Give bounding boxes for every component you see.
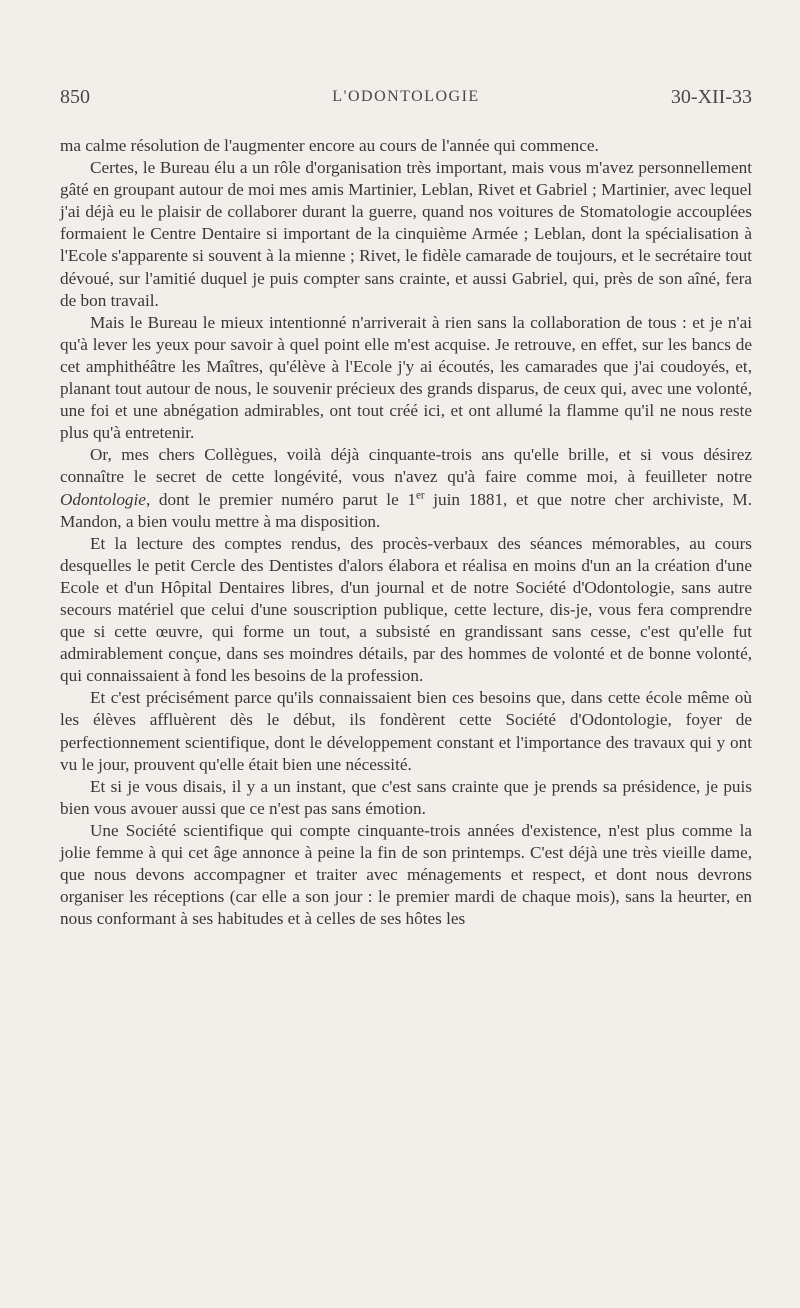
paragraph-text: , dont le premier numéro parut le 1 — [145, 489, 416, 509]
paragraph: Une Société scientifique qui compte cinquante-trois années d'existence, n'est plus comme la jolie femme à qui cet âge annonce à peine la fin de son printemps. C'est déjà une très vieille dame, que nous devons accompagner et traiter avec ménagements et respect, et dont nous devrons organiser les réceptions (car elle a son jour : le premier mardi de chaque mois), sans la heurter, en nous conformant à ses habitudes et à celles de ses hôtes les — [60, 820, 752, 929]
paragraph-text: Or, mes chers Collègues, voilà déjà cinquante-trois ans qu'elle brille, et si vous désirez connaître le secret de cette longévité, vous n'avez qu'à faire comme moi, à feuilleter notre — [60, 445, 752, 487]
issue-date: 30-XII-33 — [670, 86, 752, 108]
journal-name-italic: Odontologie — [60, 489, 146, 509]
paragraph: Certes, le Bureau élu a un rôle d'organisation très important, mais vous m'avez personnellement gâté en groupant autour de moi mes amis Martinier, Leblan, Rivet et Gabriel ; Martinier, avec lequel j'ai déjà eu le plaisir de collaborer durant la guerre, quand nos voitures de Stomatologie accouplées formaient le Centre Dentaire si important de la cinquième Armée ; Leblan, dont la spécialisation à l'Ecole s'apparente si souvent à la mienne ; Rivet, le fidèle camarade de toujours, et le secrétaire tout dévoué, sur l'amitié duquel je puis compter sans crainte, et aussi Gabriel, qui, près de son aîné, fera de bon travail. — [60, 158, 752, 310]
ordinal-superscript: er — [415, 488, 425, 501]
body-text — [60, 135, 752, 930]
page-number: 850 — [60, 86, 90, 108]
paragraph — [60, 444, 752, 532]
paragraph: Et la lecture des comptes rendus, des procès-verbaux des séances mémorables, au cours desquelles le petit Cercle des Dentistes d'alors élabora et réalisa en moins d'un an la création d'une Ecole et d'un Hôpital Dentaires libres, d'un journal et de notre Société d'Odontologie, sans autre secours matériel que celui d'une souscription publique, cette lecture, dis-je, vous fera comprendre que si cette œuvre, qui forme un tout, a subsisté en grandissant sans cesse, c'est qu'elle fut admirablement conçue, dans ses moindres détails, par des hommes de volonté et de bonne volonté, qui connaissaient à fond les besoins de la profession. — [60, 533, 752, 686]
paragraph: Et c'est précisément parce qu'ils connaissaient bien ces besoins que, dans cette école même où les élèves affluèrent dès le début, ils fondèrent cette Société d'Odontologie, foyer de perfectionnement scientifique, dont le développement constant et l'importance des travaux qui y ont vu le jour, prouvent qu'elle était bien une nécessité. — [60, 688, 752, 774]
journal-title: L'ODONTOLOGIE — [332, 88, 480, 105]
running-head — [60, 86, 752, 116]
paragraph: Mais le Bureau le mieux intentionné n'arriverait à rien sans la collaboration de tous : et je n'ai qu'à lever les yeux pour savoir à quel point elle m'est acquise. Je retrouve, en effet, sur les bancs de cet amphithéâtre les Maîtres, qu'élève à l'Ecole j'y ai écoutés, les camarades que j'ai coudoyés, et, planant tout autour de nous, le souvenir précieux des grands disparus, de ceux qui, avec une volonté, une foi et une abnégation admirables, ont tout créé ici, et ont allumé la flamme qu'il ne nous reste plus qu'à entretenir. — [60, 312, 752, 443]
paragraph-text: juin 1881, et que notre cher archiviste, M. Mandon, a bien voulu mettre à ma disposition. — [60, 489, 752, 531]
paragraph: Et si je vous disais, il y a un instant, que c'est sans crainte que je prends sa présidence, je puis bien vous avouer aussi que ce n'est pas sans émotion. — [60, 776, 752, 818]
paragraph-continuation: ma calme résolution de l'augmenter encore au cours de l'année qui commence. — [60, 136, 599, 155]
